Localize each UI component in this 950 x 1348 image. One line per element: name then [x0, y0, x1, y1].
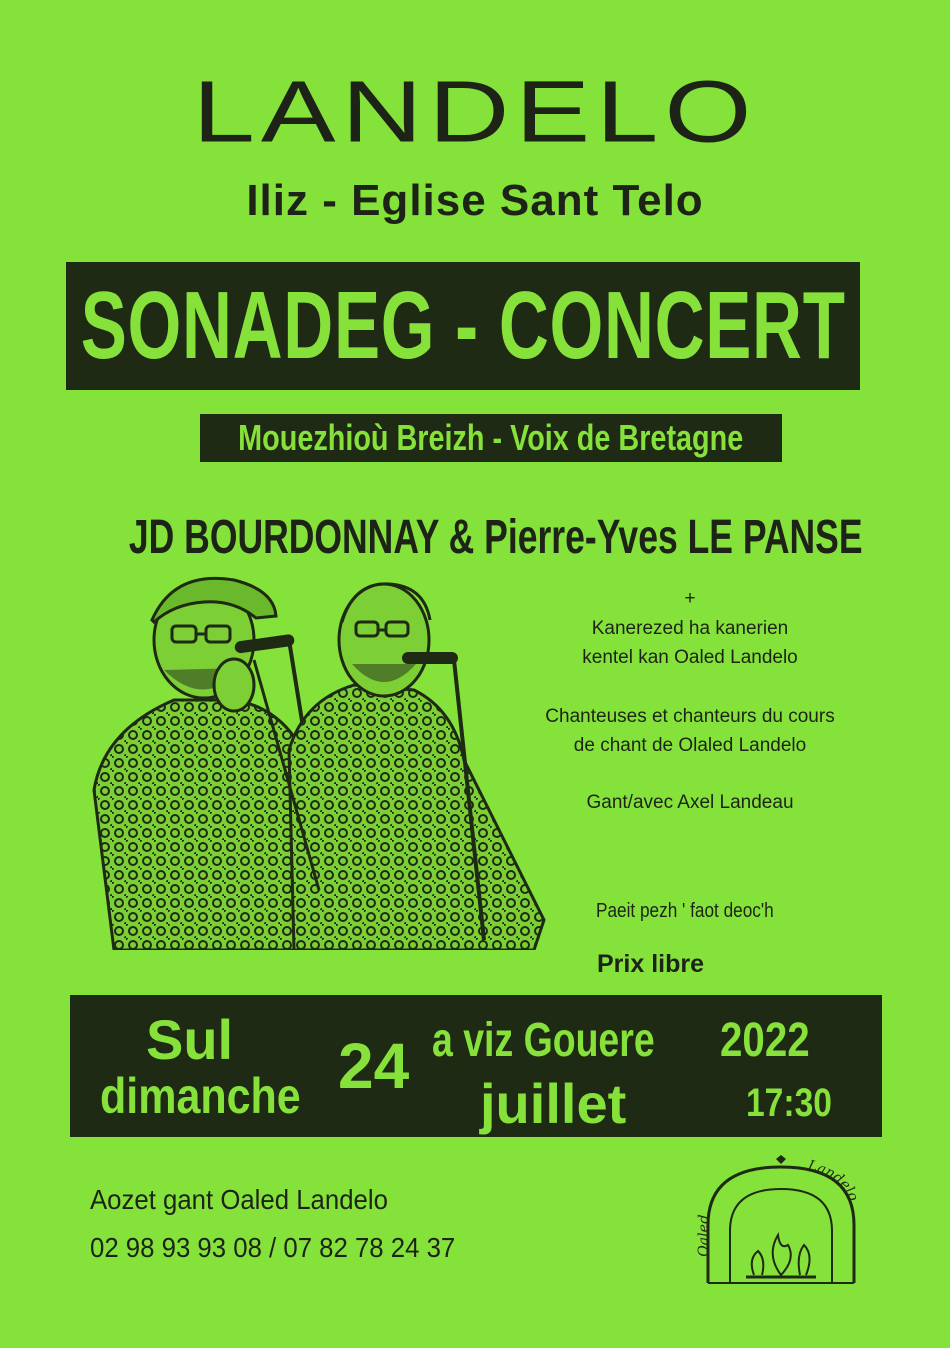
guests-line-4: de chant de Olaled Landelo: [573, 735, 807, 756]
event-year: 2022: [720, 1014, 810, 1067]
artists-names: JD BOURDONNAY & Pierre-Yves LE PANSE: [128, 511, 863, 564]
logo-text-right: Landelo: [806, 1157, 862, 1204]
right-microphone: [402, 652, 458, 664]
logo-text-left: Oaled: [696, 1214, 713, 1257]
event-title-banner: [66, 262, 860, 390]
price-breton: Paeit pezh ' faot deoc'h: [596, 900, 774, 922]
event-subtitle: Mouezhioù Breizh - Voix de Bretagne: [238, 417, 744, 458]
month-french: juillet: [480, 1072, 627, 1135]
guests-line-2: kentel kan Oaled Landelo: [582, 647, 798, 668]
month-breton: a viz Gouere: [432, 1014, 655, 1067]
church-subtitle: Iliz - Eglise Sant Telo: [246, 176, 704, 225]
logo-emblem-icon: [776, 1155, 786, 1164]
guests-plus: +: [684, 588, 696, 609]
day-breton: Sul: [146, 1008, 234, 1071]
event-time: 17:30: [746, 1081, 832, 1125]
date-banner: [70, 995, 882, 1137]
price-french: Prix libre: [597, 950, 704, 978]
event-title: SONADEG - CONCERT: [80, 272, 846, 379]
artists-heading: [0, 510, 950, 565]
guests-line-3: Chanteuses et chanteurs du cours: [545, 706, 835, 727]
day-number: 24: [338, 1030, 410, 1102]
guests-line-5: Gant/avec Axel Landeau: [586, 792, 794, 813]
oaled-landelo-logo: [696, 1155, 866, 1290]
subtitle-banner: [200, 414, 782, 462]
town-title: LANDELO: [192, 62, 758, 161]
day-french: dimanche: [100, 1068, 301, 1124]
organizer: Aozet gant Oaled Landelo: [90, 1184, 388, 1215]
phone-numbers: 02 98 93 93 08 / 07 82 78 24 37: [90, 1232, 456, 1263]
fire-icon: [773, 1235, 791, 1275]
guests-line-1: Kanerezed ha kanerien: [591, 618, 789, 639]
